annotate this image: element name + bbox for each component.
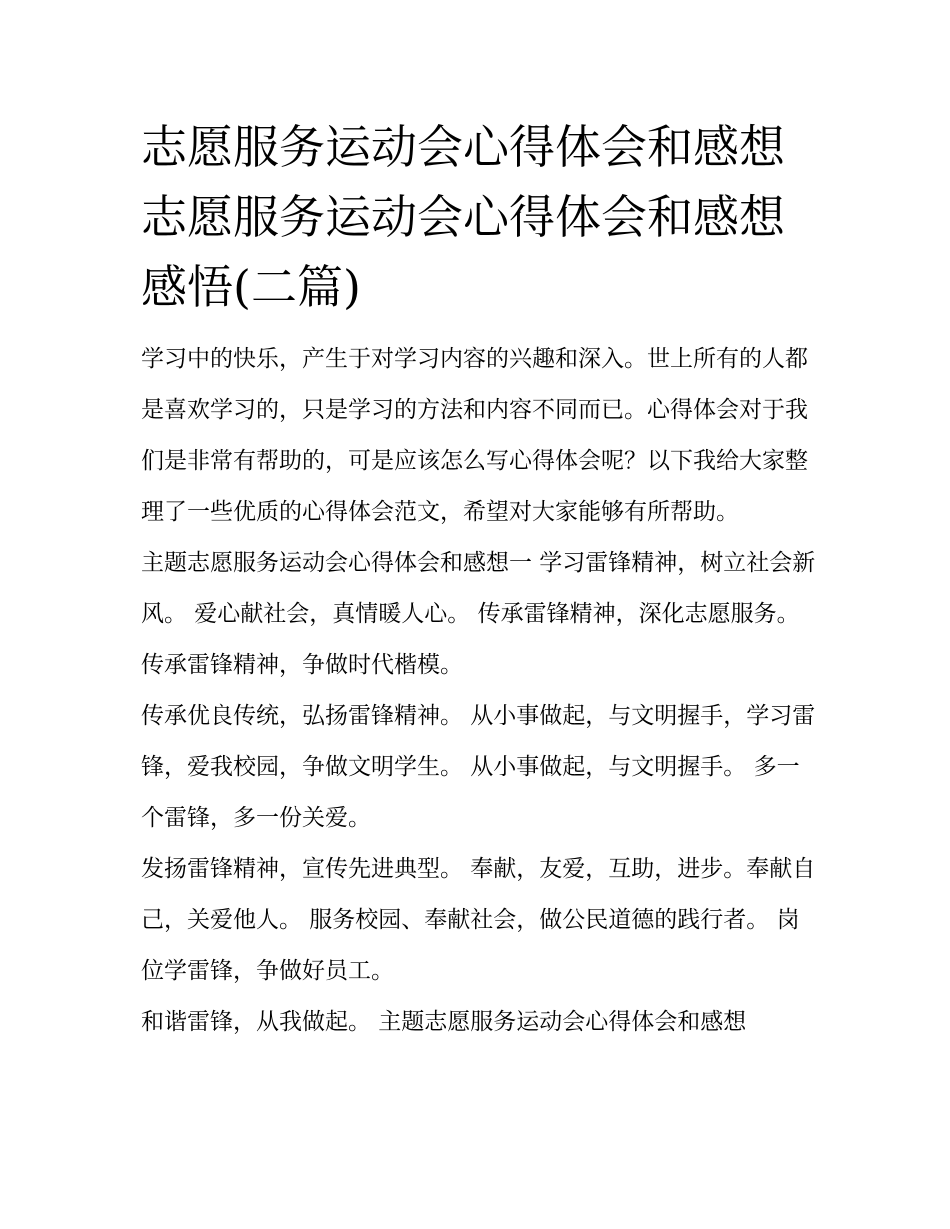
paragraph-theme-one: 主题志愿服务运动会心得体会和感想一 学习雷锋精神，树立社会新风。 爱心献社会，真情暖人心。 传承雷锋精神，深化志愿服务。 传承雷锋精神，争做时代楷模。 [141, 550, 816, 678]
paragraph-harmony: 和谐雷锋，从我做起。 主题志愿服务运动会心得体会和感想 [141, 1009, 747, 1035]
paragraph-tradition: 传承优良传统，弘扬雷锋精神。 从小事做起，与文明握手，学习雷锋，爱我校园，争做文明学生。 从小事做起，与文明握手。 多一个雷锋，多一份关爱。 [141, 703, 816, 831]
document-body [141, 112, 821, 1048]
paragraph-intro: 学习中的快乐，产生于对学习内容的兴趣和深入。世上所有的人都是喜欢学习的，只是学习的方法和内容不同而已。心得体会对于我们是非常有帮助的，可是应该怎么写心得体会呢？以下我给大家整理了一些优质的心得体会范文，希望对大家能够有所帮助。 [141, 346, 808, 525]
document-title: 志愿服务运动会心得体会和感想 志愿服务运动会心得体会和感想感悟(二篇) [141, 120, 785, 314]
paragraph-dedication: 发扬雷锋精神，宣传先进典型。 奉献，友爱，互助，进步。奉献自己，关爱他人。 服务校园、奉献社会，做公民道德的践行者。 岗位学雷锋，争做好员工。 [141, 856, 816, 984]
